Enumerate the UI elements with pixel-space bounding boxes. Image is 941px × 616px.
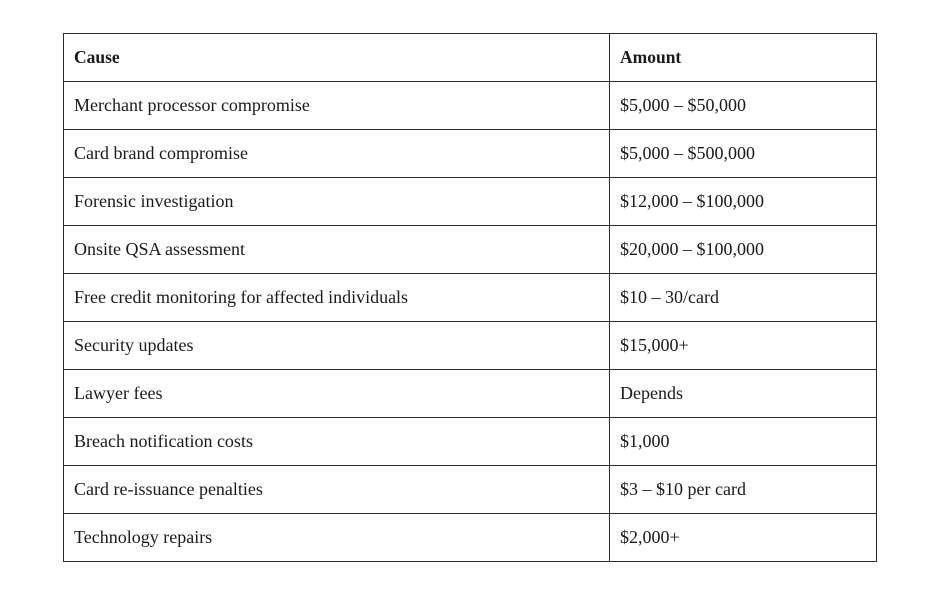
cause-cell: Security updates (64, 322, 610, 370)
table-row (64, 226, 877, 274)
header-cause: Cause (64, 34, 610, 82)
table-row (64, 178, 877, 226)
table-row (64, 514, 877, 562)
table-row (64, 322, 877, 370)
amount-cell: $12,000 – $100,000 (610, 178, 877, 226)
cause-cell: Card re-issuance penalties (64, 466, 610, 514)
cost-table (63, 33, 877, 562)
cause-cell: Breach notification costs (64, 418, 610, 466)
table-row (64, 130, 877, 178)
table-row (64, 466, 877, 514)
table-header-row (64, 34, 877, 82)
cause-cell: Technology repairs (64, 514, 610, 562)
cause-cell: Onsite QSA assessment (64, 226, 610, 274)
cause-cell: Merchant processor compromise (64, 82, 610, 130)
table-row (64, 274, 877, 322)
amount-cell: $3 – $10 per card (610, 466, 877, 514)
amount-cell: $2,000+ (610, 514, 877, 562)
amount-cell: $1,000 (610, 418, 877, 466)
cause-cell: Lawyer fees (64, 370, 610, 418)
amount-cell: $10 – 30/card (610, 274, 877, 322)
cause-cell: Free credit monitoring for affected individuals (64, 274, 610, 322)
cause-cell: Card brand compromise (64, 130, 610, 178)
cause-cell: Forensic investigation (64, 178, 610, 226)
header-amount: Amount (610, 34, 877, 82)
amount-cell: $5,000 – $500,000 (610, 130, 877, 178)
amount-cell: $5,000 – $50,000 (610, 82, 877, 130)
table-row (64, 370, 877, 418)
amount-cell: $15,000+ (610, 322, 877, 370)
table-row (64, 82, 877, 130)
table-row (64, 418, 877, 466)
amount-cell: $20,000 – $100,000 (610, 226, 877, 274)
amount-cell: Depends (610, 370, 877, 418)
